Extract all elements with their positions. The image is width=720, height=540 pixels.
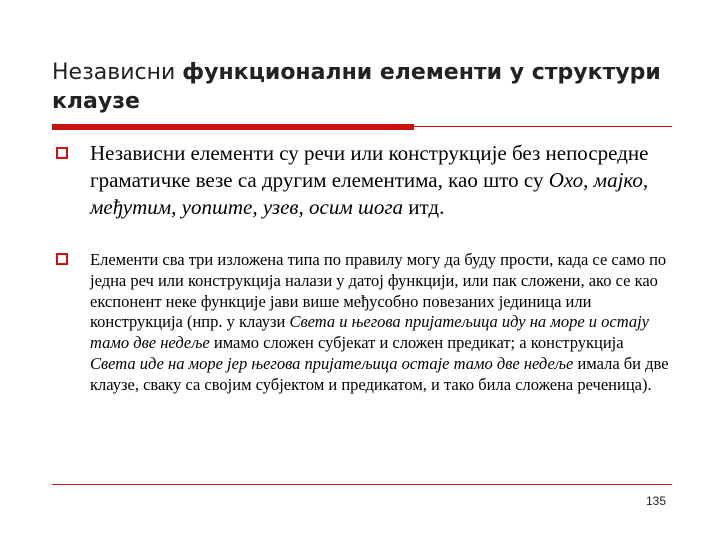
title-underline-thick — [52, 124, 414, 130]
footer-rule — [52, 484, 672, 485]
bullet-1-examples: Охо, мајко, међутим, уопште, узев, осим шога — [90, 168, 649, 219]
bullet-2-text-2: имамо сложен субјекат и сложен предикат; а конструкција — [209, 333, 624, 353]
bullet-2-text-1: Елементи сва три изложена типа по правилу могу да буду прости, када се само по једна реч или конструкција налази у датој функцији, или пак сложени, ако се као експонент неке функције јави више међусобно повезаних јединица или конструкција (нпр. у клаузи — [90, 250, 667, 332]
bullet-2-example-1: Света и његова пријатељица иду на море и остају тамо две недеље — [90, 312, 650, 353]
square-bullet-icon — [56, 147, 68, 159]
bullet-paragraph-1 — [90, 140, 670, 221]
bullet-1-text: Независни елементи су речи или конструкције без непосредне граматичке везе са другим елементима, као што су — [90, 141, 649, 192]
title-bold: функционални елементи у структури клаузе — [52, 60, 661, 114]
page-number: 135 — [645, 494, 666, 508]
bullet-paragraph-2 — [90, 250, 670, 396]
slide-title — [52, 58, 672, 116]
bullet-2-example-2: Света иде на море јер његова пријатељица остаје тамо две недеље — [90, 353, 574, 373]
bullet-1-ending: итд. — [403, 195, 445, 219]
bullet-2-text-3: имала би две клаузе, сваку са својим субјектом и предикатом, и тако била сложена реченица). — [90, 353, 669, 394]
square-bullet-icon — [56, 253, 68, 265]
title-regular: Независни — [52, 60, 183, 85]
